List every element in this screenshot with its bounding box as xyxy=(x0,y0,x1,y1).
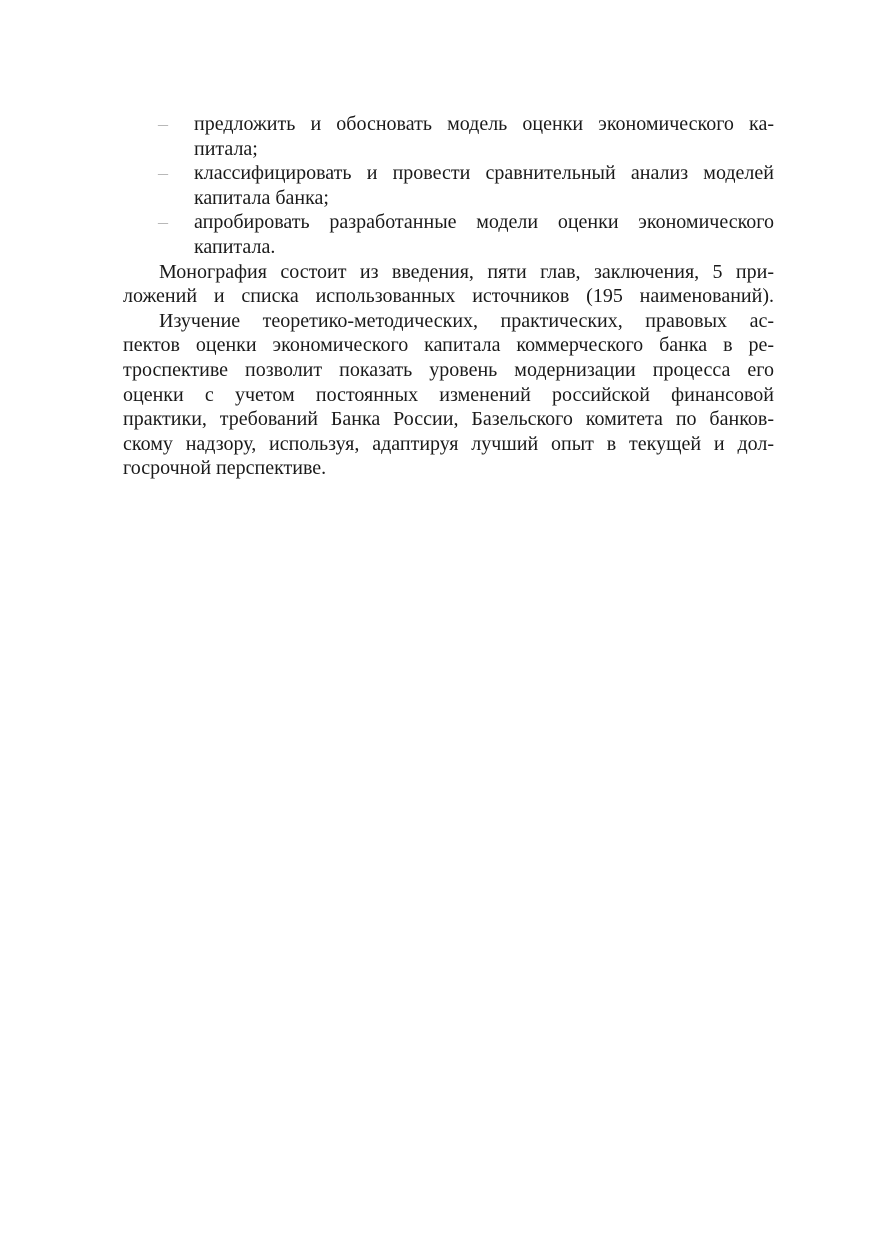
paragraph-line: практики, требований Банка России, Базельского комитета по банков- xyxy=(123,408,774,431)
list-item-line: апробировать разработанные модели оценки экономического xyxy=(194,211,774,234)
paragraph-line: госрочной перспективе. xyxy=(123,457,327,480)
list-dash: – xyxy=(158,162,168,185)
list-item-line: питала; xyxy=(194,137,258,160)
list-dash: – xyxy=(158,113,168,135)
paragraph-line: троспективе позволит показать уровень модернизации процесса его xyxy=(123,358,774,381)
list-item xyxy=(123,112,774,161)
list-dash: – xyxy=(158,211,168,234)
paragraph-study xyxy=(123,309,774,481)
paragraph-line: скому надзору, используя, адаптируя лучший опыт в текущей и дол- xyxy=(123,432,774,455)
paragraph-line: ложений и списка использованных источников (195 наименований). xyxy=(123,285,774,308)
paragraph-line: Монография состоит из введения, пяти глав, заключения, 5 при- xyxy=(159,260,774,283)
list-item-line: предложить и обосновать модель оценки экономического ка- xyxy=(194,113,774,135)
paragraph-structure xyxy=(123,260,774,309)
list-item-line: капитала. xyxy=(194,235,276,258)
list-item xyxy=(123,210,774,259)
list-item-line: капитала банка; xyxy=(194,186,329,209)
list-item-line: классифицировать и провести сравнительный анализ моделей xyxy=(194,162,774,185)
list-item xyxy=(123,161,774,210)
body-text xyxy=(123,112,774,481)
paragraph-line: Изучение теоретико-методических, практических, правовых ас- xyxy=(159,309,774,332)
task-list xyxy=(123,112,774,260)
paragraph-line: оценки с учетом постоянных изменений российской финансовой xyxy=(123,383,774,406)
paragraph-line: пектов оценки экономического капитала коммерческого банка в ре- xyxy=(123,334,774,357)
